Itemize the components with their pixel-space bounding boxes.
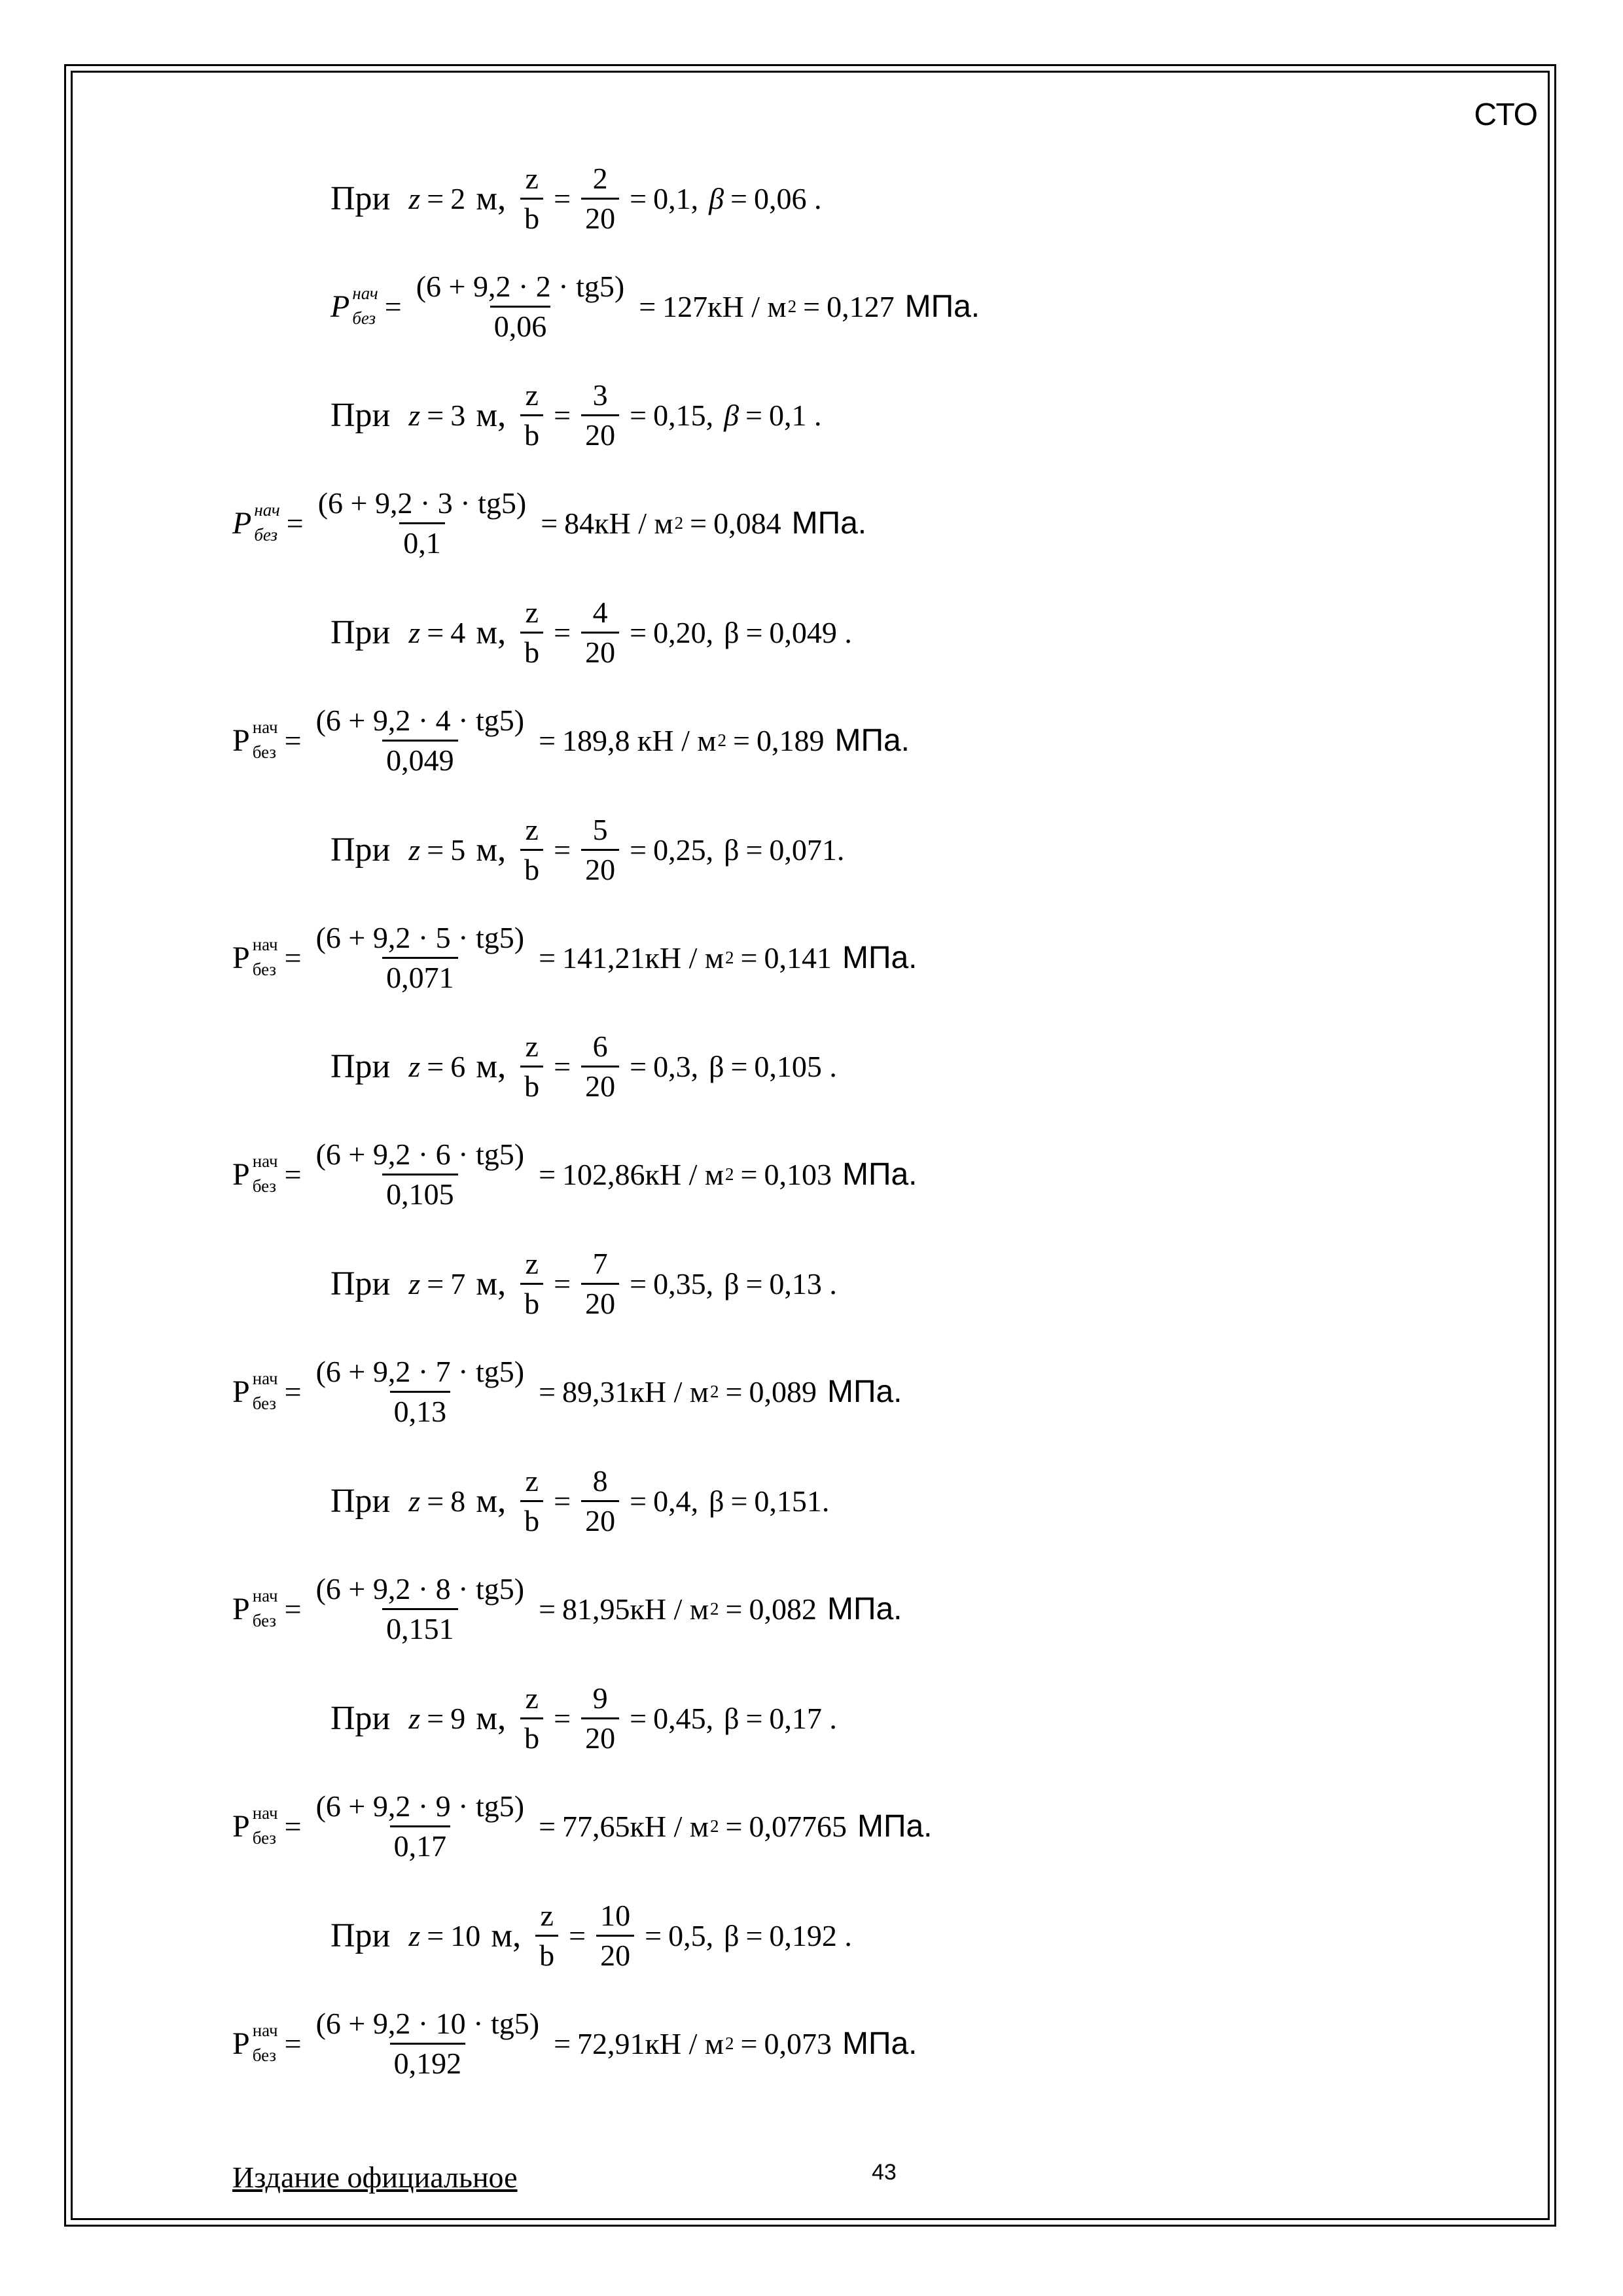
eq-sign: = (803, 289, 821, 323)
ratio-denominator: 20 (581, 632, 619, 669)
eq-sign: = (730, 181, 747, 215)
eq-sign: = (725, 1809, 743, 1843)
z-value: 5 (450, 833, 466, 867)
pressure-fraction (312, 704, 529, 776)
ratio-value-fraction (581, 1465, 619, 1537)
eq-sign: = (630, 1049, 647, 1083)
pressure-kn: 141,21кН / м (562, 941, 724, 975)
condition-line: При z = 4 м, $\frac{z}{b}$ = $\frac{4}{20}$ = 0,20 , β = 0,049 . (330, 595, 852, 669)
unit-m: м, (476, 396, 507, 434)
eq-sign: = (740, 2026, 758, 2060)
page-number: 43 (872, 2160, 897, 2185)
word-pri: При (330, 1482, 391, 1520)
var-beta: β (724, 1918, 740, 1952)
ratio-denominator: 20 (581, 1066, 619, 1103)
var-z: z (408, 1049, 421, 1083)
eq-sign: = (554, 1266, 571, 1300)
pressure-numerator: (6 + 9,2 · 9 · tg5) (315, 1789, 525, 1823)
z-value: 9 (450, 1701, 466, 1735)
beta-value: 0,151 (754, 1484, 822, 1518)
condition-line: При z = 6 м, $\frac{z}{b}$ = $\frac{6}{20}$ = 0,3 , β = 0,105 . (330, 1029, 837, 1103)
ratio-denominator: 20 (581, 198, 619, 235)
ratio-z: z (540, 1898, 554, 1932)
var-z: z (408, 398, 421, 432)
ratio-z-b (520, 1030, 543, 1102)
ratio-denominator: 20 (581, 1717, 619, 1755)
eq-sign: = (630, 833, 647, 867)
eq-sign: = (284, 2026, 302, 2060)
word-pri: При (330, 1916, 391, 1954)
eq-sign: = (539, 1592, 556, 1626)
ratio-z-b (520, 1247, 543, 1319)
eq-sign: = (554, 1701, 571, 1735)
condition-line: При z = 5 м, $\frac{z}{b}$ = $\frac{5}{20}$ = 0,25 , β = 0,071 . (330, 812, 845, 886)
ratio-numerator: 6 (592, 1029, 608, 1063)
pressure-numerator: (6 + 9,2 · 2 · tg5) (416, 269, 625, 303)
pressure-formula: P нач без = $\frac{(6 + 9,2 \cdot 4 \cdot tg5)}{0,049}$ = 189,8 кН / м 2 = 0,189 МПа. (232, 703, 910, 777)
beta-value: 0,1 (768, 398, 807, 432)
pressure-fraction (314, 487, 531, 559)
pressure-kn: 127кН / м (662, 289, 787, 323)
p-sup: нач (252, 1803, 278, 1823)
pressure-numerator: (6 + 9,2 · 6 · tg5) (315, 1137, 525, 1171)
pressure-formula: P нач без = $\frac{(6 + 9,2 \cdot 10 \cdot tg5)}{0,192}$ = 72,91кН / м 2 = 0,073 МПа. (232, 2006, 918, 2080)
ratio-numerator: 8 (592, 1463, 608, 1498)
p-nach-bez (232, 2020, 278, 2065)
ratio-value-fraction (581, 379, 619, 451)
pressure-formula: P нач без = $\frac{(6 + 9,2 \cdot 2 \cdot tg5)}{0,06}$ = 127кН / м 2 = 0,127 МПа. (330, 269, 980, 343)
word-pri: При (330, 1265, 391, 1302)
ratio-value-fraction (581, 596, 619, 668)
ratio-result: 0,20 (653, 615, 706, 649)
ratio-value-fraction (581, 1247, 619, 1319)
unit-mpa: МПа. (827, 1374, 902, 1409)
pressure-kn: 84кН / м (564, 506, 673, 540)
eq-sign: = (554, 615, 571, 649)
ratio-z: z (525, 1246, 539, 1280)
z-value: 7 (450, 1266, 466, 1300)
ratio-b: b (520, 198, 543, 235)
ratio-z-b (520, 596, 543, 668)
pressure-denominator: 0,06 (490, 306, 551, 343)
pressure-formula: P нач без = $\frac{(6 + 9,2 \cdot 7 \cdot tg5)}{0,13}$ = 89,31кН / м 2 = 0,089 МПа. (232, 1354, 902, 1428)
beta-value: 0,049 (769, 615, 837, 649)
ratio-b: b (520, 414, 543, 452)
eq-sign: = (427, 1701, 444, 1735)
pressure-fraction (312, 2007, 544, 2079)
var-beta: β (709, 1484, 724, 1518)
p-sup: нач (252, 1151, 278, 1171)
eq-sign: = (745, 398, 762, 432)
eq-sign: = (554, 833, 571, 867)
ratio-denominator: 20 (581, 1500, 619, 1537)
p-sup: нач (252, 2020, 278, 2040)
eq-sign: = (284, 1809, 302, 1843)
pressure-denominator: 0,17 (390, 1825, 451, 1863)
eq-sign: = (630, 615, 647, 649)
condition-line: При z = 9 м, $\frac{z}{b}$ = $\frac{9}{20}$ = 0,45 , β = 0,17 . (330, 1681, 837, 1755)
pressure-denominator: 0,13 (390, 1391, 451, 1428)
var-z: z (408, 1484, 421, 1518)
beta-value: 0,13 (769, 1266, 822, 1300)
p-nach-bez (232, 1585, 278, 1630)
ratio-numerator: 4 (592, 595, 608, 629)
unit-m: м, (476, 1482, 507, 1520)
p-symbol: P (232, 505, 252, 541)
z-value: 8 (450, 1484, 466, 1518)
eq-sign: = (730, 1484, 748, 1518)
p-nach-bez (232, 1151, 278, 1196)
ratio-z: z (525, 161, 539, 195)
unit-m: м, (491, 1916, 522, 1954)
ratio-value-fraction (581, 1030, 619, 1102)
pressure-kn: 77,65кН / м (562, 1809, 709, 1843)
ratio-z-b (520, 1682, 543, 1754)
eq-sign: = (427, 833, 444, 867)
p-symbol: P (232, 1591, 250, 1626)
p-sub: без (252, 1828, 277, 1848)
pressure-mpa: 0,103 (764, 1157, 832, 1191)
pressure-numerator: (6 + 9,2 · 5 · tg5) (315, 920, 525, 954)
p-sup: нач (252, 1585, 278, 1605)
eq-sign: = (284, 1374, 302, 1408)
eq-sign: = (745, 833, 763, 867)
pressure-numerator: (6 + 9,2 · 10 · tg5) (315, 2006, 540, 2040)
ratio-b: b (520, 849, 543, 886)
ratio-result: 0,15 (653, 398, 706, 432)
ratio-result: 0,25 (653, 833, 706, 867)
condition-line: При z = 3 м, $\frac{z}{b}$ = $\frac{3}{20}$ = 0,15 , β = 0,1 . (330, 378, 822, 452)
unit-mpa: МПа. (827, 1591, 902, 1626)
eq-sign: = (539, 1157, 556, 1191)
z-value: 2 (450, 181, 466, 215)
ratio-result: 0,4 (653, 1484, 691, 1518)
pressure-mpa: 0,141 (764, 941, 832, 975)
p-sup: нач (252, 1368, 278, 1388)
pressure-fraction (312, 1790, 529, 1862)
eq-sign: = (427, 1484, 444, 1518)
beta-value: 0,105 (754, 1049, 822, 1083)
pressure-kn: 89,31кН / м (562, 1374, 709, 1408)
p-nach-bez (232, 499, 280, 545)
beta-value: 0,192 (769, 1918, 837, 1952)
ratio-numerator: 7 (592, 1246, 608, 1280)
eq-sign: = (554, 1484, 571, 1518)
pressure-kn: 72,91кН / м (577, 2026, 724, 2060)
eq-sign: = (284, 941, 302, 975)
eq-sign: = (539, 1374, 556, 1408)
var-beta: β (724, 398, 739, 432)
eq-sign: = (569, 1918, 586, 1952)
word-pri: При (330, 396, 391, 434)
unit-mpa: МПа. (842, 2026, 918, 2061)
eq-sign: = (645, 1918, 662, 1952)
p-symbol: P (330, 289, 350, 324)
ratio-z: z (525, 1681, 539, 1715)
pressure-formula: P нач без = $\frac{(6 + 9,2 \cdot 6 \cdot tg5)}{0,105}$ = 102,86кН / м 2 = 0,103 МПа. (232, 1137, 918, 1211)
word-pri: При (330, 1699, 391, 1737)
ratio-b: b (535, 1935, 558, 1972)
pressure-mpa: 0,07765 (749, 1809, 847, 1843)
eq-sign: = (427, 1049, 444, 1083)
eq-sign: = (639, 289, 656, 323)
ratio-value-fraction (596, 1899, 634, 1971)
ratio-denominator: 20 (596, 1935, 634, 1972)
eq-sign: = (284, 1592, 302, 1626)
eq-sign: = (725, 1374, 743, 1408)
ratio-value-fraction (581, 814, 619, 886)
var-z: z (408, 833, 421, 867)
ratio-result: 0,1 (653, 181, 691, 215)
var-z: z (408, 1266, 421, 1300)
pressure-fraction (312, 922, 529, 994)
eq-sign: = (630, 398, 647, 432)
unit-m: м, (476, 1047, 507, 1085)
eq-sign: = (630, 1701, 647, 1735)
p-nach-bez (330, 283, 378, 328)
eq-sign: = (630, 1484, 647, 1518)
pressure-fraction (312, 1355, 529, 1427)
pressure-formula: P нач без = $\frac{(6 + 9,2 \cdot 9 \cdot tg5)}{0,17}$ = 77,65кН / м 2 = 0,07765 МПа. (232, 1789, 933, 1863)
ratio-result: 0,5 (668, 1918, 706, 1952)
pressure-mpa: 0,089 (749, 1374, 817, 1408)
ratio-z: z (525, 378, 539, 412)
unit-m: м, (476, 831, 507, 869)
unit-m: м, (476, 1699, 507, 1737)
ratio-result: 0,3 (653, 1049, 691, 1083)
pressure-numerator: (6 + 9,2 · 3 · tg5) (317, 486, 527, 520)
var-beta: β (709, 181, 724, 215)
p-sub: без (252, 2045, 277, 2065)
unit-m: м, (476, 613, 507, 651)
pressure-numerator: (6 + 9,2 · 4 · tg5) (315, 703, 525, 737)
pressure-denominator: 0,049 (382, 740, 458, 777)
eq-sign: = (284, 723, 302, 757)
z-value: 6 (450, 1049, 466, 1083)
eq-sign: = (427, 1918, 444, 1952)
pressure-mpa: 0,073 (764, 2026, 832, 2060)
beta-value: 0,17 (769, 1701, 822, 1735)
eq-sign: = (740, 1157, 758, 1191)
var-beta: β (724, 615, 740, 649)
p-sub: без (252, 1393, 277, 1413)
var-beta: β (709, 1049, 724, 1083)
ratio-denominator: 20 (581, 414, 619, 452)
condition-line: При z = 10 м, $\frac{z}{b}$ = $\frac{10}{20}$ = 0,5 , β = 0,192 . (330, 1898, 852, 1972)
eq-sign: = (745, 1701, 763, 1735)
z-value: 10 (450, 1918, 481, 1952)
word-pri: При (330, 179, 391, 217)
ratio-z-b (520, 1465, 543, 1537)
ratio-b: b (520, 1500, 543, 1537)
document-code: СТО (1474, 98, 1538, 132)
ratio-z: z (525, 1463, 539, 1498)
unit-m: м, (476, 179, 507, 217)
p-sub: без (352, 308, 376, 328)
var-z: z (408, 1701, 421, 1735)
eq-sign: = (286, 506, 304, 540)
eq-sign: = (541, 506, 558, 540)
unit-mpa: МПа. (842, 1157, 918, 1192)
official-edition-note: Издание официальное (232, 2161, 518, 2194)
var-z: z (408, 615, 421, 649)
ratio-z: z (525, 1029, 539, 1063)
p-nach-bez (232, 1368, 278, 1413)
eq-sign: = (427, 615, 444, 649)
ratio-numerator: 3 (592, 378, 608, 412)
condition-line: При z = 8 м, $\frac{z}{b}$ = $\frac{8}{20}$ = 0,4 , β = 0,151 . (330, 1463, 830, 1537)
eq-sign: = (554, 2026, 571, 2060)
eq-sign: = (427, 398, 444, 432)
ratio-b: b (520, 632, 543, 669)
ratio-value-fraction (581, 1682, 619, 1754)
p-sub: без (252, 960, 277, 979)
ratio-z-b (520, 379, 543, 451)
pressure-mpa: 0,082 (749, 1592, 817, 1626)
pressure-formula: P нач без = $\frac{(6 + 9,2 \cdot 5 \cdot tg5)}{0,071}$ = 141,21кН / м 2 = 0,141 МПа. (232, 920, 918, 994)
pressure-fraction (312, 1573, 529, 1645)
pressure-mpa: 0,127 (827, 289, 895, 323)
pressure-denominator: 0,192 (390, 2043, 466, 2080)
ratio-z-b (520, 814, 543, 886)
ratio-result: 0,35 (653, 1266, 706, 1300)
var-z: z (408, 181, 421, 215)
eq-sign: = (554, 181, 571, 215)
eq-sign: = (539, 941, 556, 975)
ratio-result: 0,45 (653, 1701, 706, 1735)
unit-mpa: МПа. (904, 289, 980, 324)
beta-value: 0,06 (753, 181, 807, 215)
ratio-numerator: 5 (592, 812, 608, 846)
eq-sign: = (539, 1809, 556, 1843)
var-beta: β (724, 833, 740, 867)
ratio-z-b (535, 1899, 558, 1971)
beta-value: 0,071 (769, 833, 837, 867)
ratio-numerator: 10 (600, 1898, 631, 1932)
p-sup: нач (252, 717, 278, 737)
p-sup: нач (254, 499, 280, 520)
eq-sign: = (630, 181, 647, 215)
ratio-b: b (520, 1283, 543, 1320)
ratio-numerator: 2 (592, 161, 608, 195)
word-pri: При (330, 831, 391, 869)
unit-m: м, (476, 1265, 507, 1302)
pressure-mpa: 0,084 (713, 506, 781, 540)
ratio-z: z (525, 812, 539, 846)
p-sub: без (252, 1176, 277, 1196)
pressure-kn: 81,95кН / м (562, 1592, 709, 1626)
eq-sign: = (740, 941, 758, 975)
p-sup: нач (352, 283, 378, 303)
p-nach-bez (232, 1803, 278, 1848)
var-beta: β (724, 1701, 740, 1735)
eq-sign: = (745, 615, 763, 649)
pressure-formula: P нач без = $\frac{(6 + 9,2 \cdot 8 \cdot tg5)}{0,151}$ = 81,95кН / м 2 = 0,082 МПа. (232, 1571, 902, 1645)
p-symbol: P (232, 1157, 250, 1192)
eq-sign: = (630, 1266, 647, 1300)
unit-mpa: МПа. (857, 1808, 933, 1844)
p-sub: без (252, 1611, 277, 1630)
p-symbol: P (232, 1808, 250, 1844)
pressure-kn: 189,8 кН / м (562, 723, 717, 757)
ratio-denominator: 20 (581, 1283, 619, 1320)
pressure-denominator: 0,1 (399, 522, 445, 560)
eq-sign: = (745, 1266, 763, 1300)
p-symbol: P (232, 1374, 250, 1409)
ratio-numerator: 9 (592, 1681, 608, 1715)
unit-mpa: МПа. (842, 940, 918, 975)
ratio-z: z (525, 595, 539, 629)
var-z: z (408, 1918, 421, 1952)
p-nach-bez (232, 717, 278, 762)
p-symbol: P (232, 2026, 250, 2061)
p-sub: без (254, 525, 278, 545)
eq-sign: = (745, 1918, 763, 1952)
pressure-kn: 102,86кН / м (562, 1157, 724, 1191)
eq-sign: = (733, 723, 750, 757)
pressure-denominator: 0,151 (382, 1608, 458, 1645)
p-nach-bez (232, 934, 278, 979)
pressure-denominator: 0,105 (382, 1174, 458, 1211)
pressure-mpa: 0,189 (756, 723, 825, 757)
eq-sign: = (554, 398, 571, 432)
word-pri: При (330, 1047, 391, 1085)
pressure-fraction (412, 270, 629, 342)
unit-mpa: МПа. (791, 505, 867, 541)
eq-sign: = (427, 1266, 444, 1300)
z-value: 4 (450, 615, 466, 649)
p-sub: без (252, 742, 277, 762)
eq-sign: = (384, 289, 402, 323)
ratio-value-fraction (581, 162, 619, 234)
pressure-fraction (312, 1138, 529, 1210)
ratio-z-b (520, 162, 543, 234)
pressure-numerator: (6 + 9,2 · 8 · tg5) (315, 1571, 525, 1605)
pressure-numerator: (6 + 9,2 · 7 · tg5) (315, 1354, 525, 1388)
ratio-denominator: 20 (581, 849, 619, 886)
var-beta: β (724, 1266, 740, 1300)
z-value: 3 (450, 398, 466, 432)
ratio-b: b (520, 1066, 543, 1103)
word-pri: При (330, 613, 391, 651)
ratio-b: b (520, 1717, 543, 1755)
condition-line: При z = 2 м, $\frac{z}{b}$ = $\frac{2}{20}$ = 0,1 , β = 0,06 . (330, 161, 822, 235)
eq-sign: = (725, 1592, 743, 1626)
eq-sign: = (554, 1049, 571, 1083)
unit-mpa: МПа. (834, 723, 910, 758)
condition-line: При z = 7 м, $\frac{z}{b}$ = $\frac{7}{20}$ = 0,35 , β = 0,13 . (330, 1246, 837, 1320)
p-symbol: P (232, 940, 250, 975)
eq-sign: = (284, 1157, 302, 1191)
p-sup: нач (252, 934, 278, 954)
pressure-denominator: 0,071 (382, 957, 458, 994)
eq-sign: = (690, 506, 707, 540)
eq-sign: = (539, 723, 556, 757)
eq-sign: = (427, 181, 444, 215)
pressure-formula: P нач без = $\frac{(6 + 9,2 \cdot 3 \cdot tg5)}{0,1}$ = 84кН / м 2 = 0,084 МПа. (232, 486, 867, 560)
p-symbol: P (232, 723, 250, 758)
eq-sign: = (730, 1049, 748, 1083)
